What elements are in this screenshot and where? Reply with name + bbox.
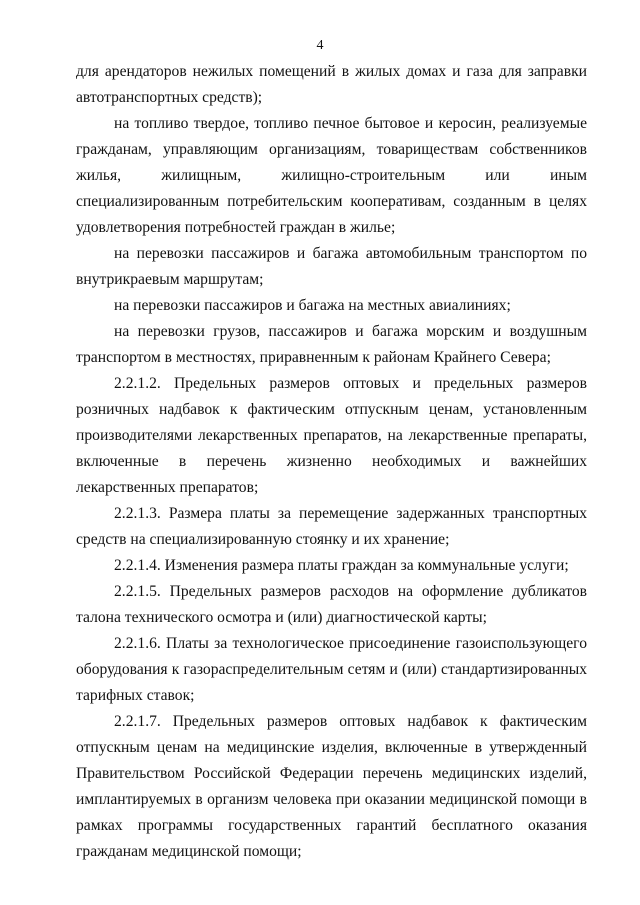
- paragraph-local-airlines: на перевозки пассажиров и багажа на местных авиалиниях;: [114, 297, 511, 314]
- paragraph-continuation: для арендаторов нежилых помещений в жилых домах и газа для заправки автотранспортных средств);: [76, 63, 587, 106]
- paragraph-sea-air-transport: на перевозки грузов, пассажиров и багажа морским и воздушным транспортом в местностях, приравненным к районам Крайнего Севера;: [76, 323, 587, 366]
- paragraph-road-transport: на перевозки пассажиров и багажа автомобильным транспортом по внутрикраевым маршрутам;: [76, 245, 587, 288]
- paragraph-2-2-1-4: 2.2.1.4. Изменения размера платы граждан за коммунальные услуги;: [114, 557, 569, 574]
- paragraph-2-2-1-6: 2.2.1.6. Платы за технологическое присоединение газоиспользующего оборудования к газораспределительным сетям и (или) стандартизированных тарифных ставок;: [76, 635, 587, 704]
- paragraph-2-2-1-5: 2.2.1.5. Предельных размеров расходов на оформление дубликатов талона технического осмотра и (или) диагностической карты;: [76, 583, 587, 626]
- paragraph-solid-fuel: на топливо твердое, топливо печное бытовое и керосин, реализуемые гражданам, управляющим организациям, товариществам собственников жилья, жилищным, жилищно-строительным или иным специализированным потребительским кооперативам, созданным в целях удовлетворения потребностей граждан в жилье;: [76, 115, 587, 236]
- paragraph-2-2-1-2: 2.2.1.2. Предельных размеров оптовых и предельных размеров розничных надбавок к фактическим отпускным ценам, установленным производителями лекарственных препаратов, на лекарственные препараты, включенные в перечень жизненно необходимых и важнейших лекарственных препаратов;: [76, 375, 587, 496]
- document-body: [76, 59, 587, 865]
- page-number: 4: [316, 38, 324, 53]
- paragraph-2-2-1-3: 2.2.1.3. Размера платы за перемещение задержанных транспортных средств на специализированную стоянку и их хранение;: [76, 505, 587, 548]
- paragraph-2-2-1-7: 2.2.1.7. Предельных размеров оптовых надбавок к фактическим отпускным ценам на медицинские изделия, включенные в утвержденный Правительством Российской Федерации перечень медицинских изделий, имплантируемых в организм человека при оказании медицинской помощи в рамках программы государственных гарантий бесплатного оказания гражданам медицинской помощи;: [76, 713, 587, 860]
